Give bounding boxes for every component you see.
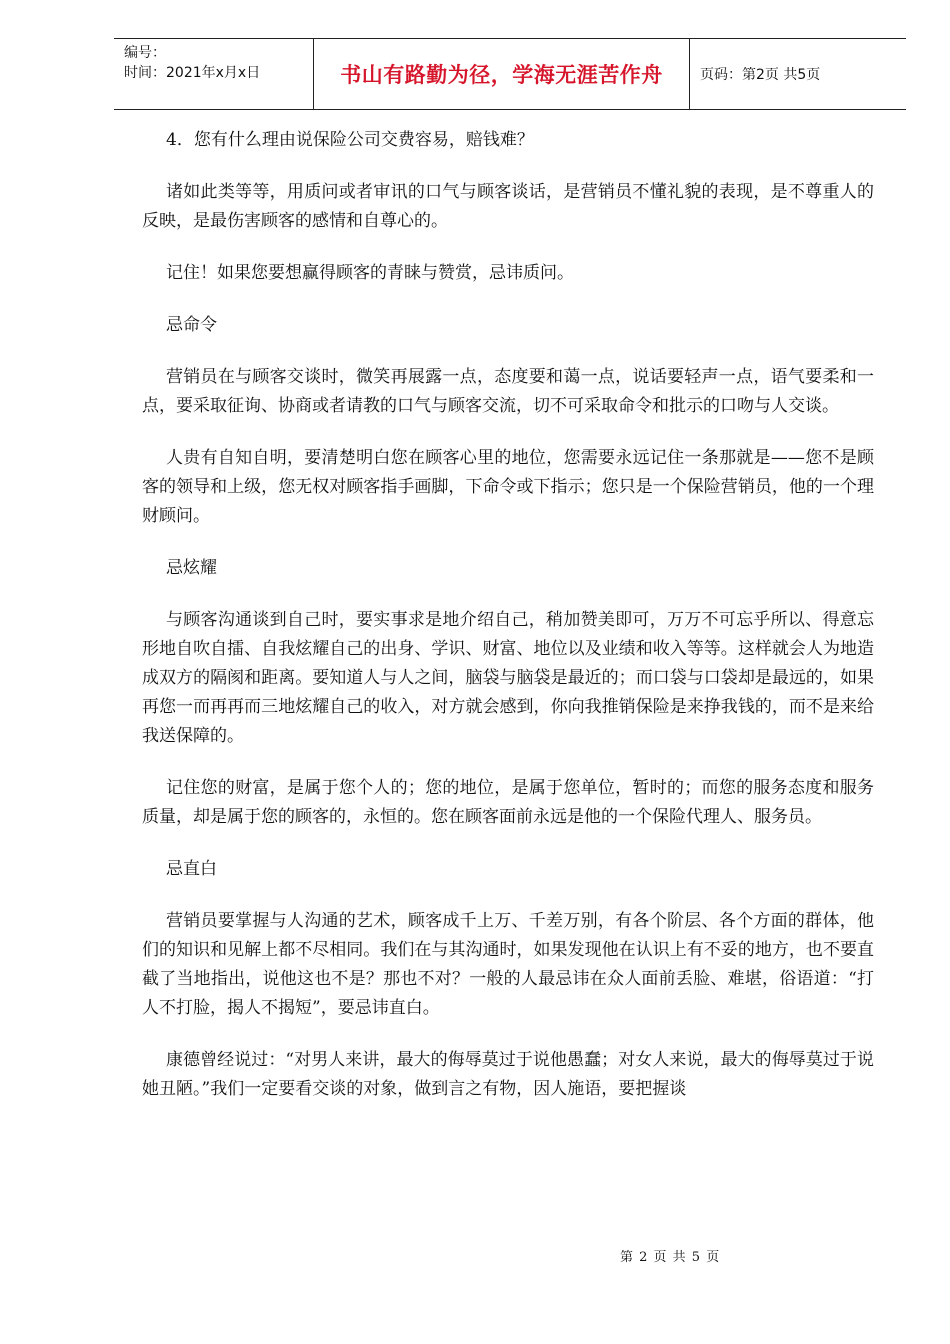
paragraph: 康德曾经说过：“对男人来讲，最大的侮辱莫过于说他愚蠢；对女人来说，最大的侮辱莫过于说她丑陋。”我们一定要看交谈的对象，做到言之有物，因人施语，要把握谈	[142, 1050, 874, 1099]
header-meta	[114, 39, 314, 109]
page-header	[114, 38, 906, 110]
paragraph: 4．您有什么理由说保险公司交费容易，赔钱难？	[166, 130, 534, 150]
section-heading: 忌直白	[166, 859, 217, 879]
paragraph: 记住您的财富，是属于您个人的；您的地位，是属于您单位，暂时的；而您的服务态度和服务质量，却是属于您的顾客的，永恒的。您在顾客面前永远是他的一个保险代理人、服务员。	[142, 778, 874, 827]
paragraph: 营销员在与顾客交谈时，微笑再展露一点，态度要和蔼一点，说话要轻声一点，语气要柔和一点，要采取征询、协商或者请教的口气与顾客交流，切不可采取命令和批示的口吻与人交谈。	[142, 367, 874, 416]
page-footer: 第 2 页 共 5 页	[620, 1250, 721, 1265]
paragraph: 与顾客沟通谈到自己时，要实事求是地介绍自己，稍加赞美即可，万万不可忘乎所以、得意忘形地自吹自擂、自我炫耀自己的出身、学识、财富、地位以及业绩和收入等等。这样就会人为地造成双方的隔阂和距离。要知道人与人之间，脑袋与脑袋是最近的；而口袋与口袋却是最远的，如果再您一而再再而三地炫耀自己的收入，对方就会感到，你向我推销保险是来挣我钱的，而不是来给我送保障的。	[142, 610, 874, 746]
paragraph: 人贵有自知自明，要清楚明白您在顾客心里的地位，您需要永远记住一条那就是——您不是顾客的领导和上级，您无权对顾客指手画脚，下命令或下指示；您只是一个保险营销员，他的一个理财顾问。	[142, 448, 874, 526]
paragraph: 诸如此类等等，用质问或者审讯的口气与顾客谈话，是营销员不懂礼貌的表现，是不尊重人的反映，是最伤害顾客的感情和自尊心的。	[142, 182, 874, 231]
section-heading: 忌命令	[166, 315, 217, 335]
number-label: 编号：	[124, 45, 166, 61]
time-label: 时间：2021年x月x日	[124, 65, 261, 81]
document-body	[142, 126, 874, 1127]
header-page-label: 页码：第2页 共5页	[700, 67, 821, 83]
section-heading: 忌炫耀	[166, 558, 217, 578]
paragraph: 营销员要掌握与人沟通的艺术，顾客成千上万、千差万别，有各个阶层、各个方面的群体，他们的知识和见解上都不尽相同。我们在与其沟通时，如果发现他在认识上有不妥的地方，也不要直截了当地指出，说他这也不是？那也不对？一般的人最忌讳在众人面前丢脸、难堪，俗语道：“打人不打脸，揭人不揭短”，要忌讳直白。	[142, 911, 874, 1018]
paragraph: 记住！如果您要想赢得顾客的青睐与赞赏，忌讳质问。	[166, 263, 574, 283]
header-motto: 书山有路勤为径，学海无涯苦作舟	[314, 39, 690, 109]
